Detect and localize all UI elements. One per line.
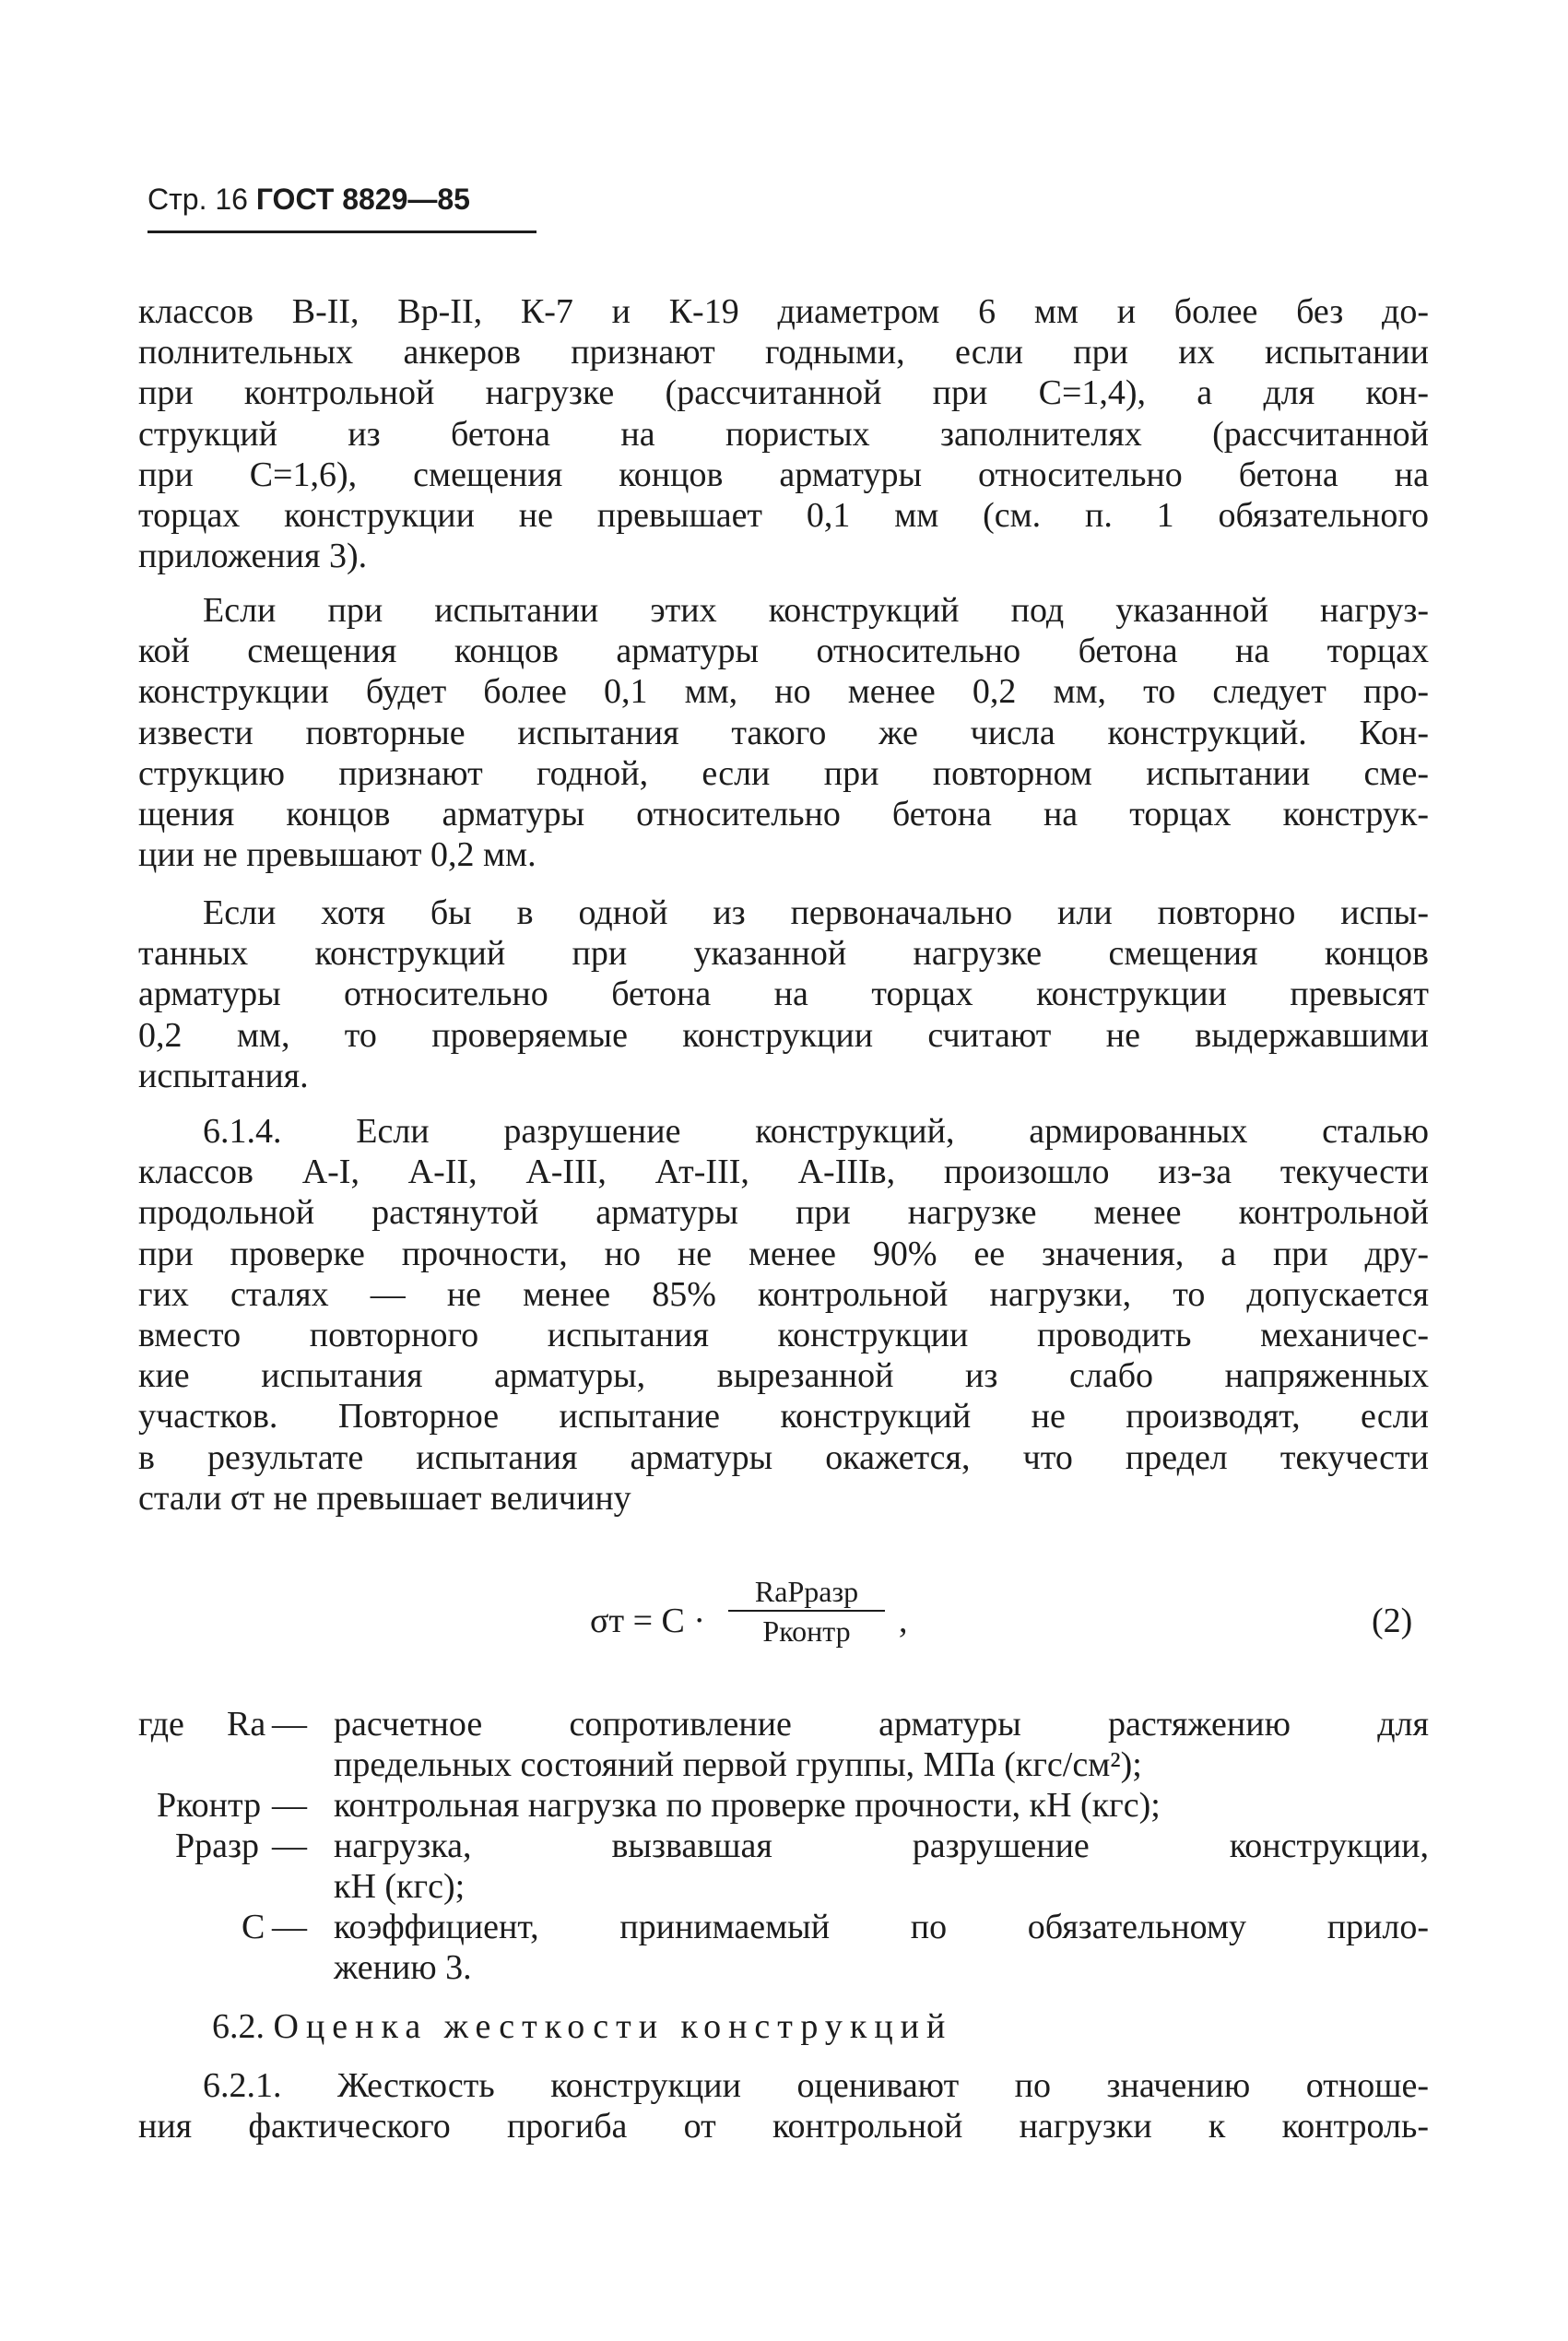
legend-dash: — — [272, 1705, 307, 1744]
text-line: щения концов арматуры относительно бетона на торцах конструк- — [138, 795, 1429, 834]
text-line: Если при испытании этих конструкций под указанной нагруз- — [203, 591, 1429, 630]
legend-row — [138, 1907, 1429, 1947]
legend-term: Rа — [227, 1705, 266, 1744]
legend-definition: жению 3. — [334, 1948, 472, 1987]
page-header — [147, 181, 535, 218]
text-line: при C=1,6), смещения концов арматуры относительно бетона на — [138, 455, 1429, 494]
text-line: извести повторные испытания такого же числа конструкций. Кон- — [138, 713, 1429, 752]
text-line: вместо повторного испытания конструкции проводить механичес- — [138, 1316, 1429, 1355]
legend-definition: коэффициент, принимаемый по обязательному прило- — [334, 1908, 1429, 1946]
formula-legend — [138, 1704, 1429, 1988]
legend-dash: — — [272, 1908, 307, 1946]
legend-definition: кН (кгс); — [334, 1867, 466, 1906]
legend-definition: контрольная нагрузка по проверке прочности, кН (кгс); — [334, 1786, 1161, 1825]
legend-row — [138, 1785, 1429, 1826]
page-label: Стр. 16 — [147, 183, 248, 216]
formula-fraction — [728, 1573, 885, 1650]
text-line: струкцию признают годной, если при повторном испытании сме- — [138, 753, 1429, 793]
text-line: испытания. — [138, 1056, 309, 1095]
text-line: Если хотя бы в одной из первоначально или повторно испы- — [203, 893, 1429, 932]
formula-lhs: σт = C · — [590, 1602, 706, 1640]
text-line: стали σт не превышает величину — [138, 1478, 631, 1518]
section-number: 6.2. — [212, 2007, 265, 2046]
text-line: полнительных анкеров признают годными, если при их испытании — [138, 333, 1429, 372]
section-title: Оценка жесткости конструкций — [273, 2007, 953, 2046]
formula-numerator: RаPразр — [728, 1573, 885, 1612]
text-line: продольной растянутой арматуры при нагрузке менее контрольной — [138, 1193, 1429, 1233]
text-line: при проверке прочности, но не менее 90% ее значения, а при дру- — [138, 1234, 1429, 1273]
legend-definition: расчетное сопротивление арматуры растяжению для — [334, 1705, 1429, 1744]
text-line: гих сталях — не менее 85% контрольной нагрузки, то допускается — [138, 1274, 1429, 1314]
legend-dash: — — [272, 1786, 307, 1825]
header-rule — [147, 231, 536, 233]
legend-row — [138, 1744, 1429, 1785]
text-line: 6.1.4. Если разрушение конструкций, армированных сталью — [203, 1112, 1429, 1151]
text-line: в результате испытания арматуры окажется, что предел текучести — [138, 1437, 1429, 1477]
legend-row — [138, 1866, 1429, 1907]
paragraph-1 — [138, 291, 1429, 576]
text-line: кие испытания арматуры, вырезанной из слабо напряженных — [138, 1356, 1429, 1396]
legend-term: Pразр — [175, 1827, 260, 1865]
text-line: приложения 3). — [138, 537, 368, 576]
text-line: торцах конструкции не превышает 0,1 мм (см. п. 1 обязательного — [138, 496, 1429, 536]
standard-number: ГОСТ 8829—85 — [255, 183, 470, 216]
text-line: ния фактического прогиба от контрольной нагрузки к контроль- — [138, 2107, 1429, 2146]
legend-term: Pконтр — [157, 1786, 262, 1825]
text-line: при контрольной нагрузке (рассчитанной при C=1,4), а для кон- — [138, 373, 1429, 413]
legend-definition: предельных состояний первой группы, МПа (кгс/см²); — [334, 1745, 1142, 1784]
paragraph-3 — [138, 893, 1429, 1096]
legend-row — [138, 1947, 1429, 1988]
formula-comma: , — [899, 1602, 908, 1640]
text-line: 0,2 мм, то проверяемые конструкции считают не выдержавшими — [138, 1015, 1429, 1055]
formula-denominator: Pконтр — [762, 1614, 851, 1648]
formula-2 — [0, 1573, 1568, 1674]
text-line: арматуры относительно бетона на торцах конструкции превысят — [138, 975, 1429, 1014]
legend-row — [138, 1704, 1429, 1744]
legend-lead: где — [138, 1705, 184, 1744]
legend-row — [138, 1826, 1429, 1866]
text-line: танных конструкций при указанной нагрузке смещения концов — [138, 934, 1429, 974]
equation-number: (2) — [1372, 1602, 1413, 1640]
text-line: ции не превышают 0,2 мм. — [138, 835, 536, 875]
paragraph-6-2-1 — [138, 2065, 1429, 2146]
legend-definition: нагрузка, вызвавшая разрушение конструкции, — [334, 1827, 1429, 1865]
legend-term: C — [242, 1908, 265, 1946]
text-line: кой смещения концов арматуры относительно бетона на торцах — [138, 632, 1429, 671]
paragraph-6-1-4 — [138, 1111, 1429, 1519]
text-line: конструкции будет более 0,1 мм, но менее 0,2 мм, то следует про- — [138, 672, 1429, 712]
text-line: классов А-I, А-II, А-III, Ат-III, А-IIIв, произошло из-за текучести — [138, 1153, 1429, 1192]
paragraph-2 — [138, 590, 1429, 875]
text-line: 6.2.1. Жесткость конструкции оценивают по значению отноше- — [203, 2066, 1429, 2105]
text-line: струкций из бетона на пористых заполнителях (рассчитанной — [138, 414, 1429, 454]
text-line: классов В-II, Вр-II, К-7 и К-19 диаметром 6 мм и более без до- — [138, 292, 1429, 331]
legend-dash: — — [272, 1827, 307, 1865]
section-heading-6-2 — [212, 2006, 952, 2047]
text-line: участков. Повторное испытание конструкций не производят, если — [138, 1397, 1429, 1437]
